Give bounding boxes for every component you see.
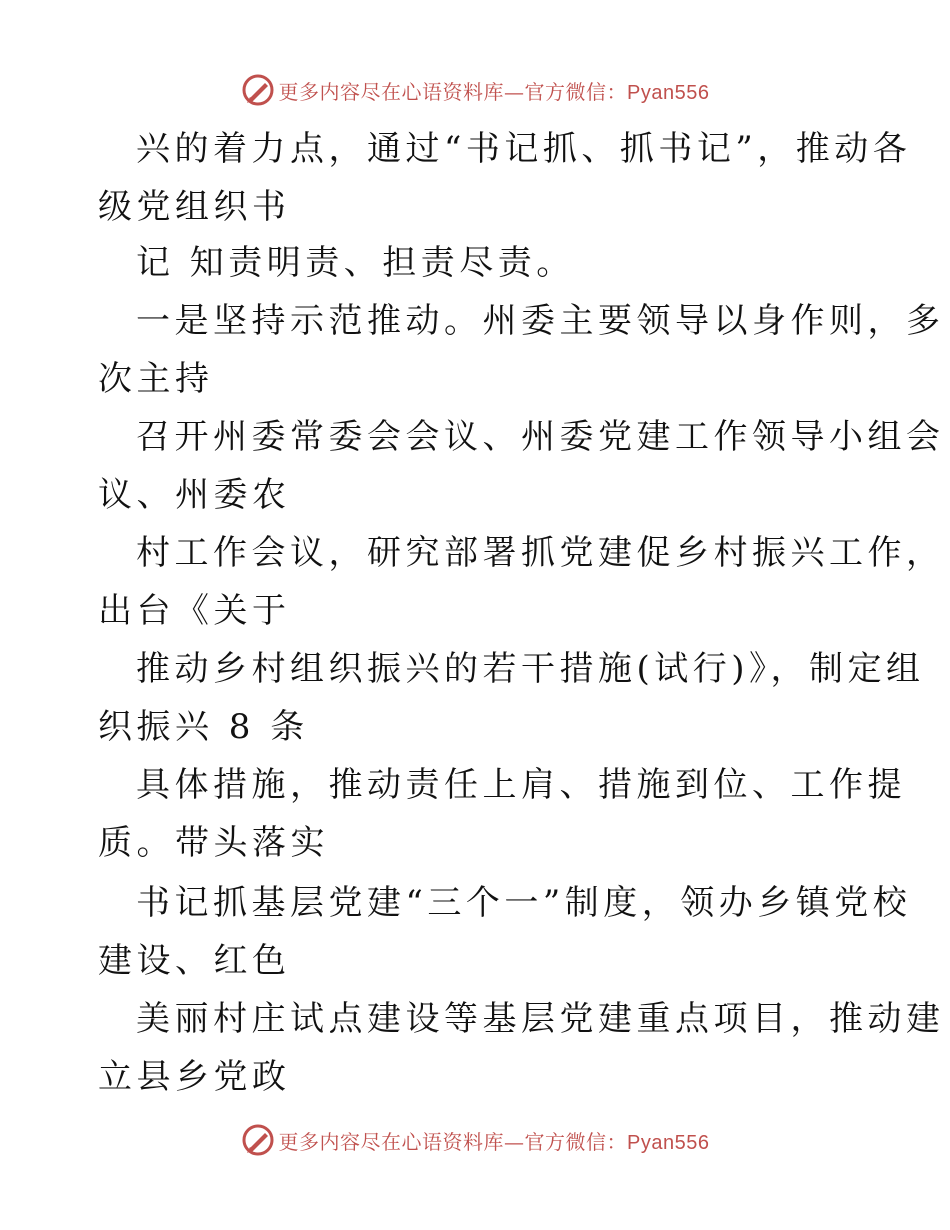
text-line: 兴的着力点，通过“书记抓、抓书记”，推动各 xyxy=(136,129,912,169)
text-line: 一是坚持示范推动。州委主要领导以身作则，多 xyxy=(136,301,945,341)
pen-logo-icon xyxy=(241,1123,275,1157)
banner-dash: — xyxy=(504,79,525,104)
banner-wechat-id: Pyan556 xyxy=(627,81,710,104)
text-line: 议、州委农 xyxy=(98,475,291,515)
text-line: 村工作会议，研究部署抓党建促乡村振兴工作， xyxy=(136,533,945,573)
text-line: 书记抓基层党建“三个一”制度，领办乡镇党校 xyxy=(136,883,912,923)
text-line: 建设、红色 xyxy=(98,941,291,981)
text-line: 召开州委常委会会议、州委党建工作领导小组会 xyxy=(136,417,945,457)
pen-logo-icon xyxy=(241,73,275,107)
banner-text xyxy=(279,1126,710,1155)
footer-banner xyxy=(0,1120,950,1160)
banner-wechat-label: 官方微信： xyxy=(524,1129,628,1154)
text-line: 记 知责明责、担责尽责。 xyxy=(136,243,575,283)
text-line: 美丽村庄试点建设等基层党建重点项目，推动建 xyxy=(136,999,945,1039)
banner-main-text: 更多内容尽在心语资料库 xyxy=(278,79,505,104)
banner-wechat-label: 官方微信： xyxy=(524,79,628,104)
header-banner xyxy=(0,70,950,110)
banner-text xyxy=(279,76,710,105)
text-line: 织振兴 8 条 xyxy=(98,707,309,747)
banner-dash: — xyxy=(504,1129,525,1154)
text-line: 立县乡党政 xyxy=(98,1057,291,1097)
banner-wechat-id: Pyan556 xyxy=(627,1131,710,1154)
banner-main-text: 更多内容尽在心语资料库 xyxy=(278,1129,505,1154)
text-line: 出台《关于 xyxy=(98,591,291,631)
text-line: 具体措施，推动责任上肩、措施到位、工作提 xyxy=(136,765,906,805)
text-line: 质。带头落实 xyxy=(98,823,329,863)
text-line: 级党组织书 xyxy=(98,187,291,227)
text-line: 次主持 xyxy=(98,359,214,399)
text-line: 推动乡村组织振兴的若干措施(试行)》，制定组 xyxy=(136,649,925,689)
